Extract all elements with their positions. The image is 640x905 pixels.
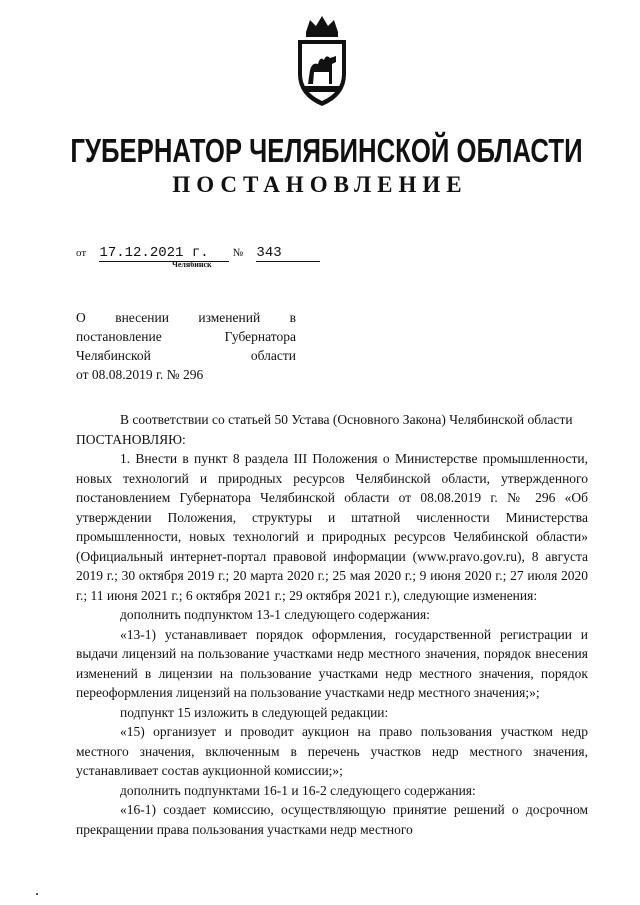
paragraph-2: дополнить подпунктом 13-1 следующего содержания: [120,607,430,622]
subject-line: О внесении изменений в [76,310,296,325]
paragraph-4: подпункт 15 изложить в следующей редакции: [120,704,389,720]
paragraph-1: 1. Внести в пункт 8 раздела III Положения о Министерстве промышленности, новых технологий и природных ресурсов Челябинской области, утвержденного постановлением Губернатора Челябинской области от 08.08.2019 г. № 296 «Об утверждении Положения, структуры и штатной численности Министерства промышленности, новых технологий и природных ресурсов Челябинской области» (Официальный интернет-портал правовой информации (www.pravo.gov.ru), 8 августа 2019 г.; 30 октября 2019 г.; 20 марта 2020 г.; 25 мая 2020 г.; 9 июня 2020 г.; 27 июля 2020 г.; 11 июня 2021 г.; 6 октября 2021 г.; 29 октября 2021 г.), следующие изменения: [76,451,588,603]
paragraph-7: «16-1) создает комиссию, осуществляющую принятие решений о досрочном прекращении права пользования участками недр местного [76,802,588,837]
document-number: 343 [256,245,320,262]
paragraph-6: дополнить подпунктами 16-1 и 16-2 следующего содержания: [120,782,476,798]
document-date: 17.12.2021 г. [99,245,229,262]
decree-word: ПОСТАНОВЛЯЮ: [76,431,186,447]
intro-paragraph: В соответствии со статьей 50 Устава (Основного Закона) Челябинской области [120,412,573,427]
issue-city: Челябинск [172,260,212,269]
document-body [76,410,588,839]
number-label: № [232,247,244,259]
subject-line: от 08.08.2019 г. № 296 [76,367,204,382]
subject-line: Челябинской области [76,348,296,363]
document-subject [76,308,296,384]
coat-of-arms-emblem [292,14,352,108]
from-label: от [76,247,87,259]
document-type: ПОСТАНОВЛЕНИЕ [172,172,468,197]
paragraph-3: «13-1) устанавливает порядок оформления, государственной регистрации и выдачи лицензий на пользование участками недр местного значения, порядок внесения изменений в лицензии на пользование участками недр местного значения, порядок переоформления лицензий на пользование участками недр местного значения;»; [76,626,588,700]
scan-speck [36,893,38,895]
paragraph-5: «15) организует и проводит аукцион на право пользования участком недр местного значения, включенным в перечень участков недр местного значения, устанавливает состав аукционной комиссии;»; [76,724,588,778]
governor-title: ГУБЕРНАТОР ЧЕЛЯБИНСКОЙ ОБЛАСТИ [70,132,583,169]
subject-line: постановление Губернатора [76,329,296,344]
